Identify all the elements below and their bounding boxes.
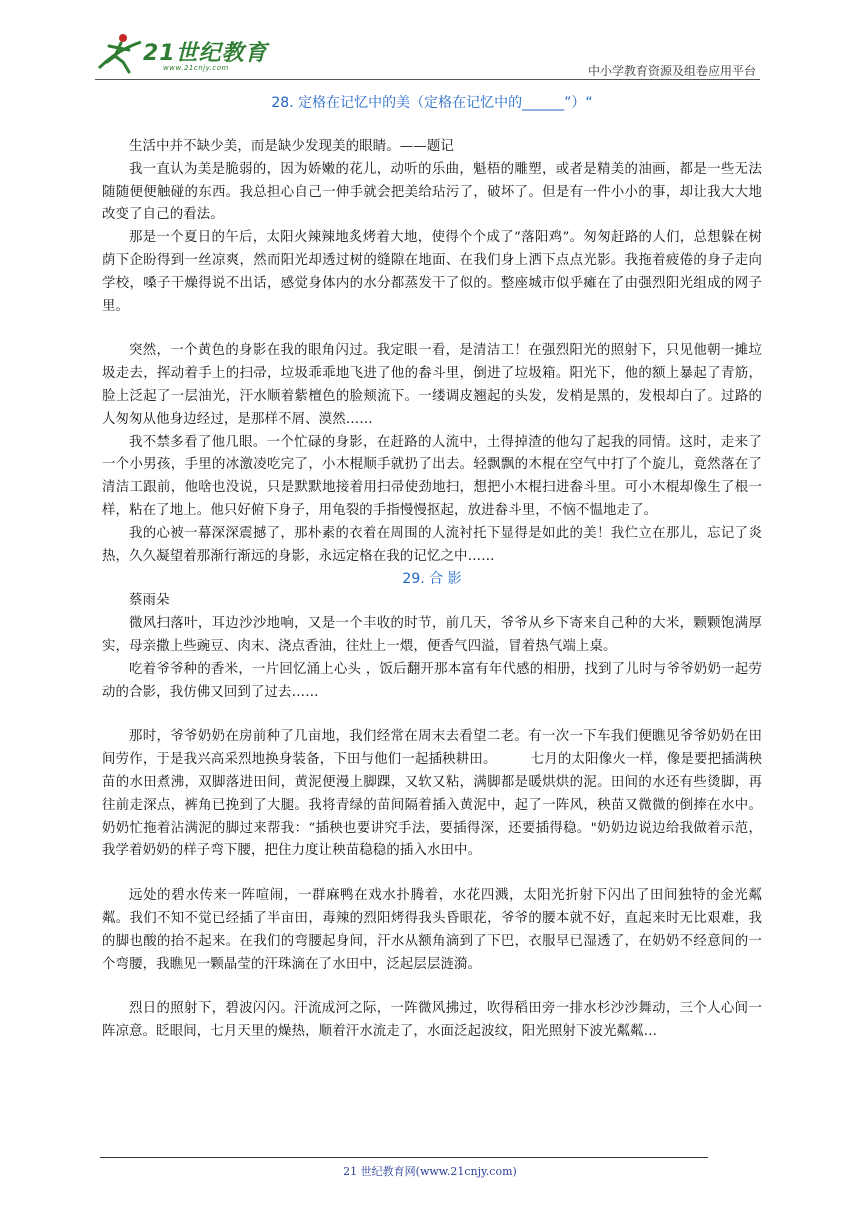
logo [95, 24, 295, 80]
essay-28-epigraph: 生活中并不缺少美，而是缺少发现美的眼睛。——题记 [129, 139, 454, 154]
page-footer: 21 世纪教育网(www.21cnjy.com) [343, 1165, 517, 1178]
essay-29-author: 蔡雨朵 [129, 593, 170, 609]
document-body [102, 92, 762, 1044]
essay-29-paragraph: 远处的碧水传来一阵喧闹，一群麻鸭在戏水扑腾着，水花四溅，太阳光折射下闪出了田间独特的金光粼粼。我们不知不觉已经插了半亩田，毒辣的烈阳烤得我头昏眼花，爷爷的腰本就不好，直起来时无比艰难，我的脚也酸的抬不起来。在我们的弯腰起身间，汗水从额角滴到了下巴，衣服早已湿透了，在奶奶不经意间的一个弯腰，我瞧见一颗晶莹的汗珠滴在了水田中，泛起层层涟漪。 [102, 888, 762, 972]
spacer [102, 976, 762, 998]
footer-divider [100, 1157, 708, 1158]
logo-url: www.21cnjy.com [163, 64, 229, 72]
spacer [102, 318, 762, 340]
platform-title: 中小学教育资源及组卷应用平台 [587, 64, 756, 78]
essay-29-paragraph: 那时，爷爷奶奶在房前种了几亩地，我们经常在周末去看望二老。有一次一下车我们便瞧见爷爷奶奶在田间劳作，于是我兴高采烈地换身装备，下田与他们一起插秧耕田。 七月的太阳像火一样，像是要把插满秧苗的水田煮沸，双脚落进田间，黄泥便漫上脚踝，又软又粘，满脚都是暖烘烘的泥。田间的水还有些烫脚，再往前走深点，裤角已挽到了大腿。我将青绿的苗间隔着插入黄泥中，起了一阵风，秧苗又微微的倒捧在水中。奶奶忙拖着沾满泥的脚过来帮我：“插秧也要讲究手法，要插得深，还要插得稳。"奶奶边说边给我做着示范，我学着奶奶的样子弯下腰，把住力度让秧苗稳稳的插入水田中。 [102, 729, 762, 859]
essay-28-paragraph: 我一直认为美是脆弱的，因为娇嫩的花儿，动听的乐曲，魁梧的雕塑，或者是精美的油画，都是一些无法随随便便触碰的东西。我总担心自己一伸手就会把美给玷污了，破坏了。但是有一件小小的事，却让我大大地改变了自己的看法。 [102, 161, 762, 223]
essay-28-paragraph: 那是一个夏日的午后，太阳火辣辣地炙烤着大地，使得个个成了“落阳鸡”。匆匆赶路的人们，总想躲在树荫下企盼得到一丝凉爽，然而阳光却透过树的缝隙在地面、在我们身上洒下点点光影。我拖着疲倦的身子走向学校，嗓子干燥得说不出话，感觉身体内的水分都蒸发干了似的。整座城市似乎瘫在了由强烈阳光组成的网子里。 [102, 230, 762, 314]
spacer [102, 863, 762, 885]
spacer [102, 704, 762, 726]
essay-29-paragraph: 吃着爷爷种的香米，一片回忆涌上心头 ，饭后翻开那本富有年代感的相册，找到了儿时与爷爷奶奶一起劳动的合影，我仿佛又回到了过去…… [102, 661, 762, 700]
page-header [95, 24, 760, 80]
essay-29-paragraph: 烈日的照射下，碧波闪闪。汗流成河之际，一阵微风拂过，吹得稻田旁一排水杉沙沙舞动，三个人心间一阵凉意。眨眼间，七月天里的燥热，顺着汗水流走了，水面泛起波纹，阳光照射下波光粼粼… [102, 1001, 762, 1040]
runner-logo-icon [95, 28, 145, 78]
essay-28-paragraph: 我不禁多看了他几眼。一个忙碌的身影，在赶路的人流中，土得掉渣的他勾了起我的同情。这时，走来了一个小男孩，手里的冰激凌吃完了，小木棍顺手就扔了出去。轻飘飘的木棍在空气中打了个旋儿，竟然落在了清洁工跟前，他啥也没说，只是默默地接着用扫帚使劲地扫，想把小木棍扫进畚斗里。可小木棍却像生了根一样，粘在了地上。他只好俯下身子，用龟裂的手指慢慢抠起，放进畚斗里，不恼不愠地走了。 [102, 434, 762, 518]
essay-29-heading: 29. 合 影 [402, 571, 462, 588]
essay-28-paragraph: 突然，一个黄色的身影在我的眼角闪过。我定眼一看，是清洁工！在强烈阳光的照射下，只见他朝一摊垃圾走去，挥动着手上的扫帚，垃圾乖乖地飞进了他的畚斗里，倒进了垃圾箱。阳光下，他的额上暴起了青筋，脸上泛起了一层油光，汗水顺着紫檀色的脸颊流下。一缕调皮翘起的头发，发梢是黑的，发根却白了。过路的人匆匆从他身边经过，是那样不屑、漠然…… [102, 343, 762, 427]
logo-text: 21世纪教育 [143, 41, 268, 66]
essay-28-heading: 28. 定格在记忆中的美（定格在记忆中的______”）“ [271, 95, 593, 111]
essay-29-paragraph: 微风扫落叶，耳边沙沙地响，又是一个丰收的时节，前几天，爷爷从乡下寄来自己种的大米，颗颗饱满厚实，母亲撒上些豌豆、肉末、浇点香油，往灶上一煨，便香气四溢，冒着热气端上桌。 [102, 616, 762, 654]
spacer [102, 114, 762, 136]
essay-28-paragraph: 我的心被一幕深深震撼了，那朴素的衣着在周围的人流衬托下显得是如此的美！我伫立在那儿，忘记了炎热，久久凝望着那渐行渐远的身影，永远定格在我的记忆之中…… [102, 525, 762, 564]
header-divider [95, 79, 760, 80]
